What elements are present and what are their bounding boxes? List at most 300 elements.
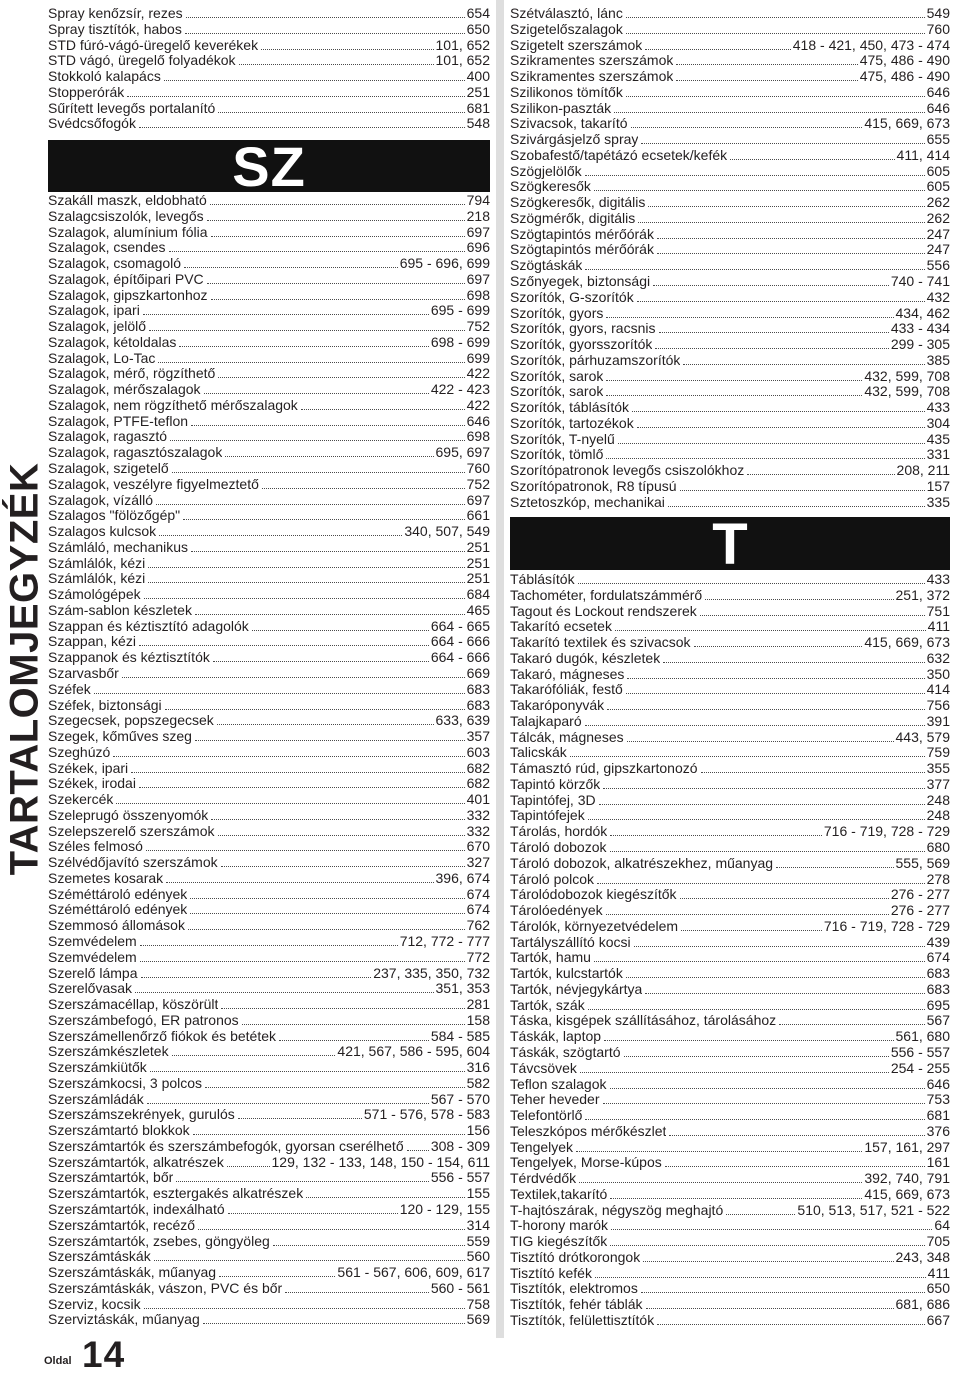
index-entry	[48, 240, 490, 256]
dot-leader	[603, 788, 924, 789]
entry-label: Tisztítók, elektromos	[510, 1281, 638, 1297]
index-entry	[510, 132, 950, 148]
dot-leader	[606, 380, 862, 381]
entry-label: Szorítók, gyors, racsnis	[510, 321, 656, 337]
entry-pages: 759	[926, 744, 950, 761]
index-entry	[48, 1123, 490, 1139]
entry-label: Szalagok, alumínium fólia	[48, 224, 208, 240]
entry-pages: 632	[926, 649, 950, 666]
index-entry	[510, 808, 950, 824]
entry-pages: 762	[466, 917, 490, 934]
entry-pages: 697	[466, 223, 490, 240]
entry-pages: 654	[466, 5, 490, 21]
index-entry	[510, 101, 950, 117]
entry-label: Szalagok, építőipari PVC	[48, 271, 204, 287]
index-entry	[48, 1092, 490, 1108]
entry-pages: 120 - 129, 155	[399, 1201, 490, 1217]
entry-label: Táska, kisgépek szállításához, tárolásához	[510, 1013, 777, 1029]
dot-leader	[195, 614, 465, 615]
entry-pages: 435	[926, 430, 950, 447]
entry-pages: 567	[926, 1012, 950, 1029]
dot-leader	[668, 506, 925, 507]
dot-leader	[164, 80, 465, 81]
entry-pages: 335	[926, 493, 950, 510]
entry-label: STD vágó, üregelő folyadékok	[48, 53, 236, 69]
index-entry	[48, 729, 490, 745]
dot-leader	[306, 1197, 464, 1198]
dot-leader	[631, 127, 863, 128]
index-entry	[510, 935, 950, 951]
entry-pages: 251	[466, 83, 490, 100]
entry-label: Tachométer, fordulatszámmérő	[510, 587, 703, 603]
entry-label: Tárolódobozok kiegészítők	[510, 887, 677, 903]
entry-label: Szerszámtartó blokkok	[48, 1123, 190, 1139]
entry-label: Szögmérők, digitális	[510, 210, 636, 226]
dot-leader	[705, 599, 893, 600]
entry-label: Szappanok és kéztisztítók	[48, 650, 210, 666]
entry-pages: 646	[926, 99, 950, 116]
index-entry	[510, 1281, 950, 1297]
dot-leader	[643, 1261, 893, 1262]
index-entry	[510, 619, 950, 635]
entry-label: Tapintó körzők	[510, 776, 601, 792]
entry-pages: 683	[926, 980, 950, 997]
index-entry	[48, 745, 490, 761]
index-entry	[510, 495, 950, 511]
entry-pages: 432, 599, 708	[864, 383, 950, 400]
dot-leader	[588, 819, 925, 820]
index-entry	[510, 1266, 950, 1282]
dot-leader	[615, 630, 926, 631]
entry-pages: 603	[466, 743, 490, 760]
index-entry	[510, 998, 950, 1014]
index-list-sz	[48, 193, 490, 1328]
index-entry	[510, 1187, 950, 1203]
entry-label: Szalagok, csendes	[48, 240, 166, 256]
dot-leader	[195, 740, 465, 741]
entry-pages: 560	[466, 1248, 490, 1265]
dot-leader	[595, 1277, 926, 1278]
index-entry	[48, 209, 490, 225]
column-divider	[496, 0, 504, 1338]
entry-pages: 411	[927, 618, 950, 635]
index-entry	[510, 447, 950, 463]
entry-pages: 584 - 585	[430, 1027, 490, 1044]
entry-pages: 129, 132 - 133, 148, 150 - 154, 611	[271, 1153, 490, 1170]
index-entry	[48, 116, 490, 132]
entry-label: Szorítók, T-nyelű	[510, 431, 615, 447]
entry-pages: 556 - 557	[430, 1169, 490, 1186]
entry-pages: 414	[926, 681, 950, 698]
entry-pages: 682	[466, 775, 490, 792]
dot-leader	[176, 1181, 429, 1182]
dot-leader	[585, 1119, 924, 1120]
entry-pages: 351, 353	[435, 980, 490, 997]
dot-leader	[606, 317, 893, 318]
dot-leader	[610, 835, 822, 836]
entry-label: Szélvédőjavító szerszámok	[48, 855, 218, 871]
entry-pages: 101, 652	[435, 52, 490, 69]
entry-label: Szerszámtartók, indexálható	[48, 1202, 225, 1217]
dot-leader	[190, 913, 464, 914]
entry-label: Szerszámellenőrző fiókok és betétek	[48, 1028, 276, 1044]
entry-label: Szétválasztó, lánc	[510, 6, 623, 21]
index-list-top	[510, 6, 950, 511]
entry-label: Tartók, szák	[510, 997, 585, 1013]
entry-label: Székek, irodai	[48, 776, 136, 792]
dot-leader	[578, 583, 925, 584]
entry-label: Számológépek	[48, 587, 141, 603]
entry-label: Tartók, kulcstartók	[510, 966, 623, 982]
entry-label: Takaró, mágneses	[510, 666, 625, 682]
dot-leader	[219, 1276, 335, 1277]
dot-leader	[641, 143, 924, 144]
entry-pages: 376	[926, 1122, 950, 1139]
entry-pages: 752	[466, 318, 490, 335]
index-entry	[510, 1029, 950, 1045]
entry-label: Szarvasbőr	[48, 665, 119, 681]
dot-leader	[726, 1214, 795, 1215]
index-entry	[48, 101, 490, 117]
entry-pages: 650	[926, 1280, 950, 1297]
dot-leader	[594, 190, 925, 191]
dot-leader	[211, 236, 465, 237]
index-entry	[48, 1218, 490, 1234]
index-entry	[48, 540, 490, 556]
entry-pages: 740 - 741	[890, 273, 950, 290]
entry-label: Szivacsok, takarító	[510, 116, 628, 132]
dot-leader	[122, 677, 465, 678]
dot-leader	[701, 772, 925, 773]
entry-label: Svédcsőfogók	[48, 116, 136, 132]
entry-label: Szalagok, mérőszalagok	[48, 382, 201, 398]
entry-label: Szobafestő/tapétázó ecsetek/kefék	[510, 147, 728, 163]
entry-pages: 751	[926, 602, 950, 619]
index-entry	[510, 635, 950, 651]
dot-leader	[252, 630, 429, 631]
index-entry	[510, 682, 950, 698]
index-entry	[48, 69, 490, 85]
entry-label: Számlálók, kézi	[48, 555, 146, 571]
entry-label: Szeleprugó összenyomók	[48, 807, 209, 823]
entry-pages: 276 - 277	[890, 902, 950, 919]
entry-pages: 161	[926, 1154, 950, 1171]
entry-pages: 251	[466, 538, 490, 555]
dot-leader	[165, 709, 465, 710]
index-entry	[48, 808, 490, 824]
entry-pages: 697	[466, 491, 490, 508]
index-entry	[510, 1250, 950, 1266]
index-entry	[48, 53, 490, 69]
entry-label: Szalagok, PTFE-teflon	[48, 413, 189, 429]
dot-leader	[626, 33, 925, 34]
entry-pages: 664 - 666	[430, 633, 490, 650]
entry-pages: 64	[934, 1217, 950, 1234]
entry-pages: 422	[466, 396, 490, 413]
entry-label: Szerszámtartók, bőr	[48, 1170, 174, 1186]
entry-label: Tároló dobozok, alkatrészekhez, műanyag	[510, 855, 774, 871]
entry-pages: 674	[926, 949, 950, 966]
entry-pages: 549	[926, 5, 950, 21]
index-entry	[510, 432, 950, 448]
dot-leader	[626, 977, 925, 978]
dot-leader	[207, 220, 465, 221]
index-entry	[510, 337, 950, 353]
entry-label: Szalagok, vízálló	[48, 492, 154, 508]
entry-pages: 332	[466, 822, 490, 839]
entry-label: Szekercék	[48, 792, 114, 808]
index-entry	[48, 508, 490, 524]
index-entry	[510, 730, 950, 746]
entry-label: Szilikon-paszták	[510, 100, 612, 116]
entry-pages: 316	[466, 1059, 490, 1076]
entry-pages: 646	[926, 1075, 950, 1092]
entry-pages: 281	[466, 996, 490, 1013]
dot-leader	[779, 1024, 925, 1025]
index-entry	[510, 1124, 950, 1140]
entry-label: Szerszámszekrények, gurulós	[48, 1107, 235, 1123]
entry-label: Szerszámládák	[48, 1091, 144, 1107]
entry-pages: 699	[466, 349, 490, 366]
entry-pages: 696	[466, 239, 490, 256]
entry-label: Szögjelölők	[510, 163, 582, 179]
entry-label: Szemmosó állomások	[48, 918, 185, 934]
index-entry	[510, 1171, 950, 1187]
entry-pages: 556 - 557	[890, 1043, 950, 1060]
entry-label: Spray kenőzsír, rezes	[48, 6, 183, 21]
entry-pages: 582	[466, 1074, 490, 1091]
dot-leader	[213, 661, 429, 662]
entry-label: Tapintófejek	[510, 808, 585, 824]
entry-label: Szorítók, tartozékok	[510, 415, 634, 431]
entry-pages: 443, 579	[895, 728, 950, 745]
entry-label: Szerszámkiütők	[48, 1060, 147, 1076]
index-entry	[510, 793, 950, 809]
entry-pages: 681	[466, 99, 490, 116]
entry-pages: 680	[926, 839, 950, 856]
dot-leader	[607, 709, 924, 710]
entry-label: Táskák, laptop	[510, 1029, 602, 1045]
dot-leader	[626, 693, 925, 694]
entry-label: Tisztító kefék	[510, 1265, 592, 1281]
dot-leader	[183, 519, 465, 520]
index-entry	[48, 1265, 490, 1281]
entry-label: Szorítók, sarok	[510, 384, 604, 400]
dot-leader	[170, 440, 465, 441]
dot-leader	[645, 993, 924, 994]
entry-label: T-hajtószárak, négyszög meghajtó	[510, 1202, 724, 1218]
entry-label: Szalagok, ipari	[48, 303, 140, 319]
index-entry	[510, 903, 950, 919]
entry-label: Spray tisztítók, habos	[48, 21, 182, 37]
entry-pages: 683	[466, 696, 490, 713]
entry-pages: 756	[926, 697, 950, 714]
entry-pages: 561, 680	[895, 1028, 950, 1045]
dot-leader	[205, 1087, 465, 1088]
index-entry	[510, 400, 950, 416]
entry-pages: 683	[926, 965, 950, 982]
dot-leader	[680, 898, 889, 899]
index-entry	[48, 351, 490, 367]
index-entry	[48, 792, 490, 808]
index-entry	[510, 306, 950, 322]
dot-leader	[154, 1260, 465, 1261]
dot-leader	[627, 741, 894, 742]
entry-label: Szerszámtartók, zsebes, göngyöleg	[48, 1233, 270, 1249]
entry-pages: 752	[466, 475, 490, 492]
dot-leader	[637, 301, 925, 302]
index-entry	[48, 761, 490, 777]
index-entry	[48, 981, 490, 997]
entry-pages: 327	[466, 854, 490, 871]
entry-pages: 158	[466, 1011, 490, 1028]
entry-label: Székek, ipari	[48, 760, 129, 776]
index-entry	[48, 871, 490, 887]
entry-label: Talicskák	[510, 745, 567, 761]
entry-label: T-horony marók	[510, 1218, 609, 1234]
index-entry	[48, 666, 490, 682]
dot-leader	[606, 395, 862, 396]
dot-leader	[285, 1292, 429, 1293]
index-entry	[510, 966, 950, 982]
entry-label: Tárolóedények	[510, 903, 603, 919]
entry-label: Szegek, kőműves szeg	[48, 729, 192, 745]
entry-pages: 411, 414	[896, 146, 950, 163]
entry-pages: 753	[926, 1091, 950, 1108]
index-entry	[48, 1060, 490, 1076]
entry-pages: 571 - 576, 578 - 583	[363, 1106, 490, 1123]
dot-leader	[747, 474, 894, 475]
dot-leader	[211, 299, 465, 300]
entry-pages: 669	[466, 664, 490, 681]
entry-pages: 433	[926, 571, 950, 587]
entry-pages: 304	[926, 414, 950, 431]
index-list-t	[510, 572, 950, 1329]
index-entry	[48, 1297, 490, 1313]
dot-leader	[646, 1308, 894, 1309]
index-entry	[510, 1140, 950, 1156]
index-entry	[48, 303, 490, 319]
index-entry	[510, 1108, 950, 1124]
index-entry	[48, 288, 490, 304]
entry-pages: 633, 639	[435, 712, 490, 729]
index-entry	[510, 479, 950, 495]
dot-leader	[301, 409, 465, 410]
entry-pages: 276 - 277	[890, 886, 950, 903]
index-entry	[510, 982, 950, 998]
entry-label: Szögtapintós mérőórák	[510, 242, 654, 258]
index-entry	[48, 1186, 490, 1202]
index-entry	[510, 1061, 950, 1077]
entry-pages: 415, 669, 673	[864, 634, 950, 651]
entry-pages: 560 - 561	[430, 1279, 490, 1296]
dot-leader	[203, 1323, 465, 1324]
entry-pages: 247	[926, 225, 950, 242]
dot-leader	[139, 645, 429, 646]
index-entry	[510, 667, 950, 683]
dot-leader	[217, 724, 434, 725]
entry-label: Szalagok, mérő, rögzíthető	[48, 366, 216, 382]
entry-label: Szigetelőszalagok	[510, 21, 623, 37]
dot-leader	[140, 961, 465, 962]
dot-leader	[146, 850, 465, 851]
dot-leader	[604, 1040, 893, 1041]
dot-leader	[186, 17, 465, 18]
entry-pages: 667	[926, 1311, 950, 1328]
entry-label: Szerszámtartók, recéző	[48, 1217, 196, 1233]
index-entry	[48, 493, 490, 509]
index-entry	[48, 682, 490, 698]
index-entry	[510, 211, 950, 227]
dot-leader	[638, 222, 924, 223]
dot-leader	[655, 348, 888, 349]
index-list-top	[48, 6, 490, 132]
entry-label: Térdvédők	[510, 1171, 577, 1187]
dot-leader	[626, 17, 925, 18]
dot-leader	[127, 96, 464, 97]
index-entry	[510, 1155, 950, 1171]
entry-pages: 684	[466, 586, 490, 603]
entry-label: Szögkeresők, digitális	[510, 195, 646, 211]
index-entry	[48, 38, 490, 54]
entry-pages: 794	[466, 192, 490, 208]
index-entry	[48, 1044, 490, 1060]
entry-pages: 340, 507, 549	[404, 523, 490, 540]
entry-pages: 237, 335, 350, 732	[373, 964, 490, 981]
dot-leader	[580, 1072, 889, 1073]
entry-label: Szorítók, G-szorítók	[510, 289, 634, 305]
dot-leader	[141, 977, 372, 978]
entry-label: Szorítópatronok levegős csiszolókhoz	[510, 463, 745, 479]
entry-pages: 655	[926, 131, 950, 148]
index-entry	[510, 38, 950, 54]
dot-leader	[262, 488, 465, 489]
entry-pages: 385	[926, 351, 950, 368]
index-entry	[48, 1202, 490, 1218]
dot-leader	[227, 1166, 270, 1167]
index-entry	[510, 274, 950, 290]
index-entry	[48, 524, 490, 540]
entry-label: Tároló polcok	[510, 871, 595, 887]
entry-label: Szemvédelem	[48, 949, 137, 965]
entry-pages: 331	[926, 446, 950, 463]
dot-leader	[207, 283, 465, 284]
right-column	[510, 0, 950, 1340]
entry-label: Textilek,takarító	[510, 1186, 608, 1202]
dot-leader	[221, 1008, 464, 1009]
dot-leader	[676, 80, 857, 81]
dot-leader	[700, 615, 925, 616]
index-entry	[510, 1203, 950, 1219]
index-entry	[510, 856, 950, 872]
index-entry	[48, 918, 490, 934]
entry-label: Takarító textilek és szivacsok	[510, 635, 691, 651]
entry-pages: 357	[466, 728, 490, 745]
entry-pages: 262	[926, 194, 950, 211]
dot-leader	[149, 330, 465, 331]
dot-leader	[211, 819, 464, 820]
index-entry	[510, 416, 950, 432]
entry-label: Tartók, hamu	[510, 950, 591, 966]
index-entry	[510, 463, 950, 479]
entry-label: Szerszámtartók és szerszámbefogók, gyorsan cserélhető	[48, 1138, 404, 1154]
entry-label: Szerviz, kocsik	[48, 1296, 141, 1312]
dot-leader	[614, 112, 924, 113]
entry-pages: 674	[466, 885, 490, 902]
entry-label: Szerszámtáskák, műanyag	[48, 1265, 217, 1281]
dot-leader	[166, 882, 433, 883]
index-entry	[510, 179, 950, 195]
